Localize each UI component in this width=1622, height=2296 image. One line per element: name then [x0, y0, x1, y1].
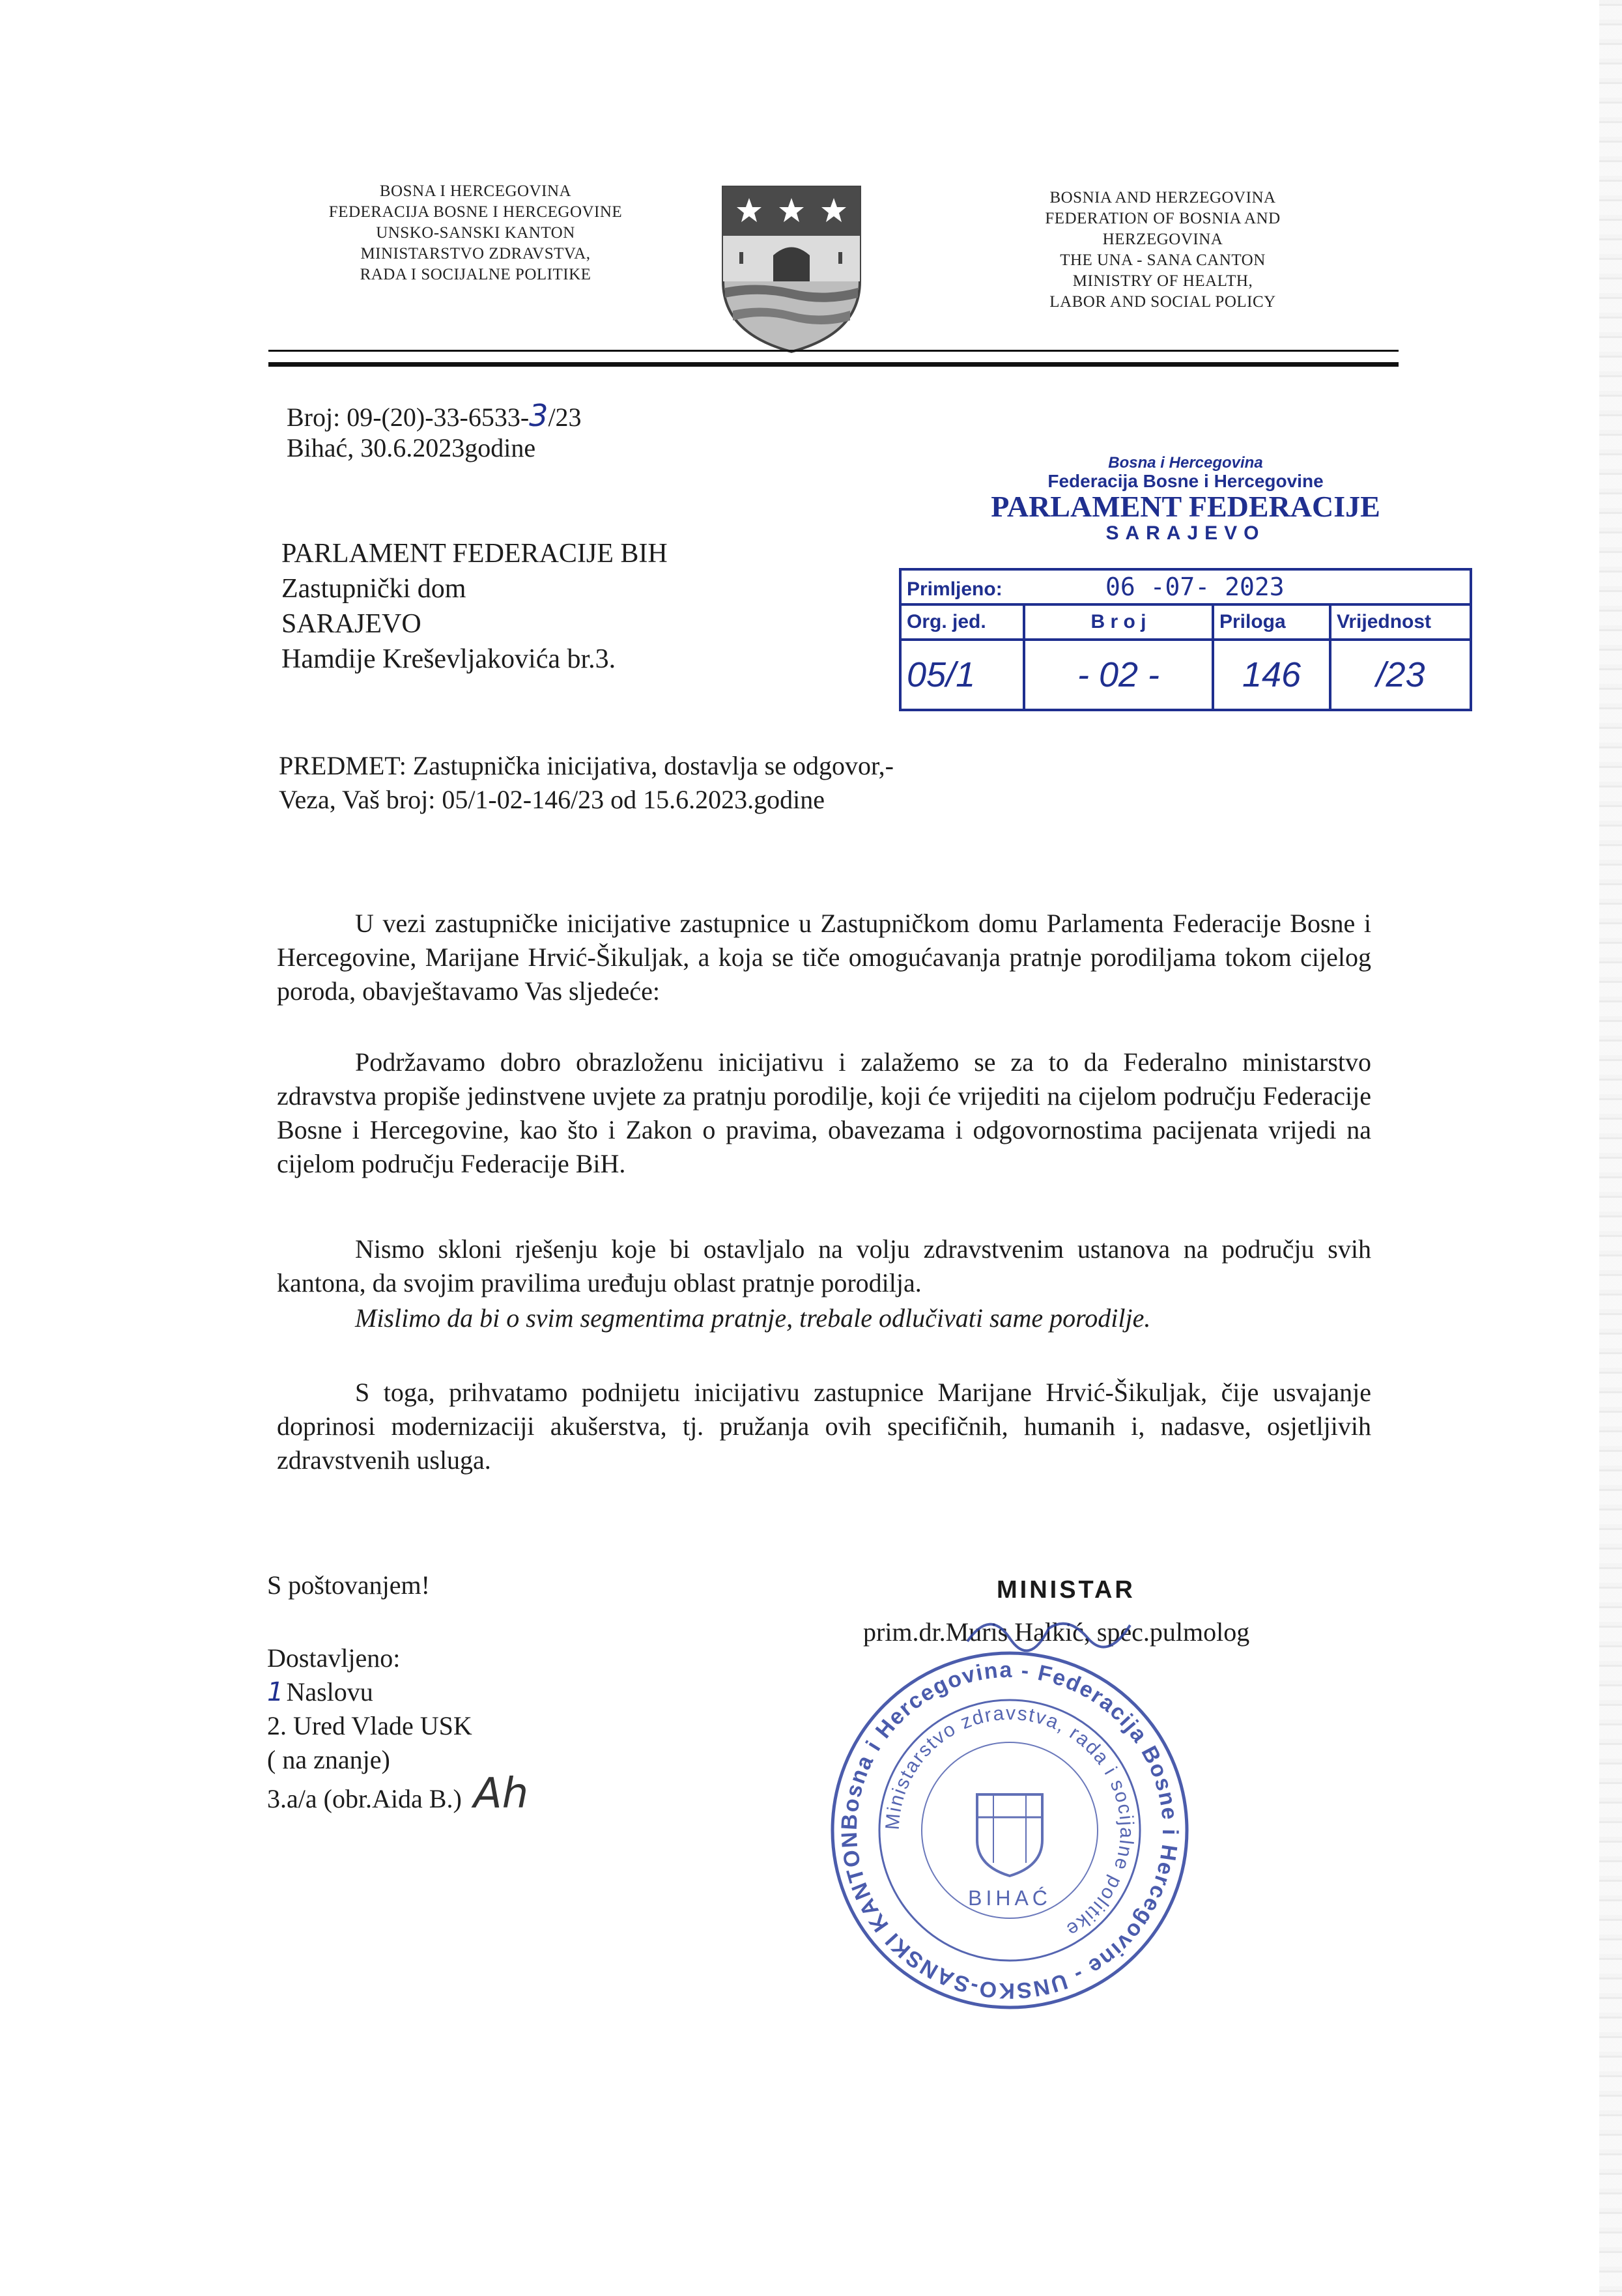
- recipient-line: Zastupnički dom: [281, 574, 466, 604]
- body-paragraph-5: [277, 1376, 1371, 1477]
- received-stamp-row-labels: [900, 604, 1471, 640]
- header-right-line: MINISTRY OF HEALTH,: [1072, 272, 1253, 290]
- received-stamp-col-label: Vrijednost: [1330, 604, 1471, 640]
- received-stamp-col-value: 146: [1213, 640, 1330, 710]
- header-rule-thin: [268, 350, 1399, 352]
- distribution-item: ( na znanje): [267, 1745, 390, 1774]
- body-paragraph-3: [277, 1232, 1371, 1300]
- received-stamp-line1: Bosna i Hercegovina: [1108, 454, 1263, 472]
- distribution-block: [267, 1641, 528, 1816]
- recipient-line: SARAJEVO: [281, 609, 421, 639]
- received-stamp-col-label: Priloga: [1213, 604, 1330, 640]
- received-stamp-col-label: Org. jed.: [900, 604, 1024, 640]
- recipient-block: [281, 536, 668, 677]
- header-left: [280, 181, 671, 285]
- header-left-line: UNSKO-SANSKI KANTON: [376, 224, 575, 242]
- received-stamp-table: [899, 568, 1472, 711]
- received-stamp-col-value: 05/1: [900, 640, 1024, 710]
- round-stamp-inner-path: Ministarstvo zdravstva, rada i socijalne politike: [881, 1702, 1138, 1942]
- closing-greeting: S poštovanjem!: [267, 1570, 430, 1600]
- recipient-line: PARLAMENT FEDERACIJE BIH: [281, 539, 668, 569]
- round-stamp-outer-path: Bosna i Hercegovina - Federacija Bosne i Hercegovine - UNSKO-SANSKI KANTON: [836, 1657, 1183, 2004]
- body-paragraph-2-text: Podržavamo dobro obrazloženu inicijativu i zalažemo se za to da Federalno ministarstvo zdravstva propiše jedinstvene uvjete za pratnju porodilje, koji će vrijediti na cijelom području Federacije Bosne i Hercegovine, kao što i Zakon o pravima, obavezama i odgovornostima pacijenata vrijedi na cijelom području Federacije BiH.: [277, 1047, 1371, 1178]
- subject-block: [279, 749, 894, 817]
- received-stamp-line3: PARLAMENT FEDERACIJE: [991, 490, 1380, 523]
- reference-date: Bihać, 30.6.2023godine: [287, 433, 536, 462]
- reference-number-suffix: /23: [548, 403, 582, 432]
- round-stamp-center-text: BIHAĆ: [968, 1886, 1051, 1910]
- received-stamp-date-cell: [900, 569, 1471, 604]
- distribution-item-text: Naslovu: [286, 1677, 373, 1707]
- received-stamp-primljeno-value: 06 -07- 2023: [1105, 573, 1285, 601]
- received-stamp-col-value: /23: [1330, 640, 1471, 710]
- round-stamp-coat-of-arms-icon: [977, 1794, 1042, 1876]
- body-paragraph-2: [277, 1045, 1371, 1181]
- subject-line: PREDMET: Zastupnička inicijativa, dostavlja se odgovor,-: [279, 751, 894, 780]
- recipient-line: Hamdije Kreševljakovića br.3.: [281, 644, 616, 674]
- body-paragraph-3-text: Nismo skloni rješenju koje bi ostavljalo na volju zdravstvenim ustanova na području svih kantona, da svojim pravilima uređuju oblast pratnje porodilja.: [277, 1234, 1371, 1297]
- received-stamp-row-date: [900, 569, 1471, 604]
- header-left-line: MINISTARSTVO ZDRAVSTVA,: [360, 245, 591, 262]
- initials-signature: Ah: [473, 1770, 529, 1818]
- body-paragraph-1: [277, 907, 1371, 1008]
- distribution-item: [267, 1675, 528, 1709]
- distribution-item-text: 3.a/a (obr.Aida B.): [267, 1784, 462, 1813]
- header-right-line: HERZEGOVINA: [1102, 231, 1223, 248]
- distribution-label: Dostavljeno:: [267, 1643, 401, 1673]
- received-stamp-row-values: [900, 640, 1471, 710]
- reference-number: [287, 399, 582, 434]
- header-rule-thick: [268, 362, 1399, 367]
- header-right-line: THE UNA - SANA CANTON: [1060, 251, 1266, 269]
- official-round-stamp: [827, 1648, 1192, 2013]
- header-left-line: RADA I SOCIJALNE POLITIKE: [360, 266, 591, 283]
- body-paragraph-1-text: U vezi zastupničke inicijative zastupnice u Zastupničkom domu Parlamenta Federacije Bosne i Hercegovine, Marijane Hrvić-Šikuljak, a koja se tiče omogućavanja pratnje porodiljama tokom cijelog poroda, obavještavamo Vas sljedeće:: [277, 909, 1371, 1006]
- received-stamp-header: [912, 455, 1459, 545]
- body-paragraph-5-text: S toga, prihvatamo podnijetu inicijativu zastupnice Marijane Hrvić-Šikuljak, čije usvajanje doprinosi modernizaciji akušerstva, tj. pružanja ovih specifičnih, humanih i, nadasve, osjetljivih zdravstvenih usluga.: [277, 1378, 1371, 1475]
- scan-margin: [1599, 0, 1622, 2296]
- body-paragraph-4-text: Mislimo da bi o svim segmentima pratnje, trebale odlučivati same porodilje.: [355, 1303, 1151, 1333]
- distribution-hand-marker: 1: [267, 1677, 284, 1707]
- received-stamp-primljeno-label: Primljeno:: [907, 578, 1003, 600]
- header-right-line: FEDERATION OF BOSNIA AND: [1045, 210, 1281, 227]
- minister-name: prim.dr.Muris Halkić, spec.pulmolog: [863, 1617, 1250, 1647]
- minister-title: MINISTAR: [997, 1576, 1135, 1604]
- header-left-line: FEDERACIJA BOSNE I HERCEGOVINE: [328, 203, 623, 221]
- header-right-line: LABOR AND SOCIAL POLICY: [1049, 293, 1276, 311]
- coat-of-arms-icon: [720, 184, 863, 353]
- received-stamp-col-value: - 02 -: [1024, 640, 1213, 710]
- body-paragraph-4: [277, 1301, 1371, 1335]
- distribution-item: 2. Ured Vlade USK: [267, 1711, 472, 1740]
- distribution-item: [267, 1770, 529, 1818]
- header-left-line: BOSNA I HERCEGOVINA: [379, 182, 572, 200]
- received-stamp-line2: Federacija Bosne i Hercegovine: [1047, 471, 1324, 491]
- header-right: [1000, 188, 1326, 313]
- received-stamp-line4: SARAJEVO: [1105, 522, 1266, 544]
- subject-line: Veza, Vaš broj: 05/1-02-146/23 od 15.6.2023.godine: [279, 785, 825, 814]
- reference-number-handwritten: 3: [529, 398, 548, 433]
- header-right-line: BOSNIA AND HERZEGOVINA: [1049, 189, 1276, 206]
- received-stamp-col-label: B r o j: [1024, 604, 1213, 640]
- reference-number-prefix: Broj: 09-(20)-33-6533-: [287, 403, 530, 432]
